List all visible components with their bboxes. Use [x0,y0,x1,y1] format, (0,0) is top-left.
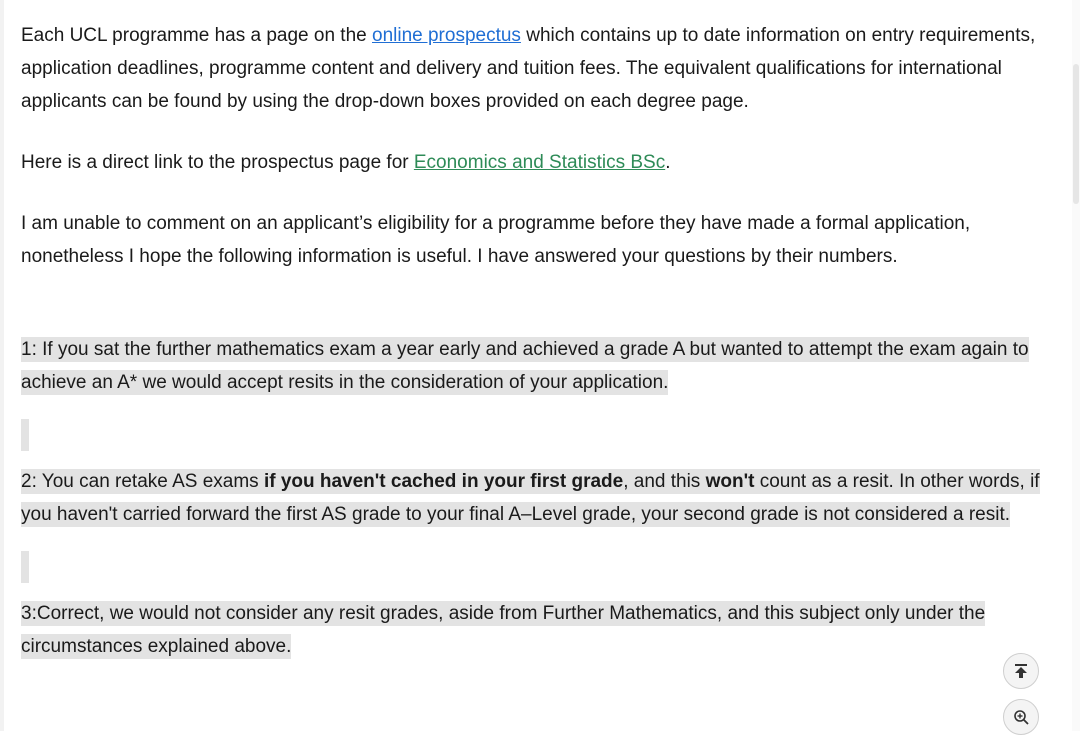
direct-link-text-1: Here is a direct link to the prospectus page for [21,152,414,173]
answer-1-text: 1: If you sat the further mathematics exam a year early and achieved a grade A but wanted to attempt the exam again to achieve an A* we would accept resits in the consideration of your application. [21,339,1029,393]
left-edge [0,0,4,731]
scrollbar[interactable] [1072,0,1080,731]
economics-statistics-link[interactable]: Economics and Statistics BSc [413,152,666,173]
online-prospectus-link[interactable]: online prospectus [372,25,521,46]
scrollbar-thumb[interactable] [1073,64,1079,204]
intro-text-1: Each UCL programme has a page on the [21,25,372,46]
answer-2-text-3: count as a resit. In other words, if you haven't carried forward the first AS grade to your final A–Level grade, your second grade is not considered a resit. [21,471,1040,525]
intro-text-2: which contains up to date information on entry requirements, application deadlines, programme content and delivery and tuition fees. The equivalent qualifications for international applicants can be found by using the drop-down boxes provided on each degree page. [21,25,1036,112]
direct-link-paragraph [21,146,1061,179]
highlight-marker [21,419,29,451]
direct-link-text-2: . [665,152,671,173]
answer-2 [21,465,1061,531]
answer-3-text: 3:Correct, we would not consider any resit grades, aside from Further Mathematics, and this subject only under the circumstances explained above. [21,603,986,657]
intro-paragraph [21,19,1061,118]
back-to-top-icon [1013,663,1029,679]
zoom-button[interactable] [1003,699,1039,735]
highlight-marker [21,551,29,583]
answer-2-bold-2: won't [705,471,755,492]
answer-1 [21,333,1061,399]
zoom-in-icon [1013,709,1029,725]
answer-2-text-2: , and this [623,471,706,492]
answer-3 [21,597,1061,663]
answer-2-bold-1: if you haven't cached in your first grade [263,471,624,492]
eligibility-paragraph: I am unable to comment on an applicant’s eligibility for a programme before they have made a formal application, nonetheless I hope the following information is useful. I have answered your questions by their numbers. [21,213,971,267]
answer-2-text-1: 2: You can retake AS exams [21,471,264,492]
back-to-top-button[interactable] [1003,653,1039,689]
email-body [21,19,1061,663]
